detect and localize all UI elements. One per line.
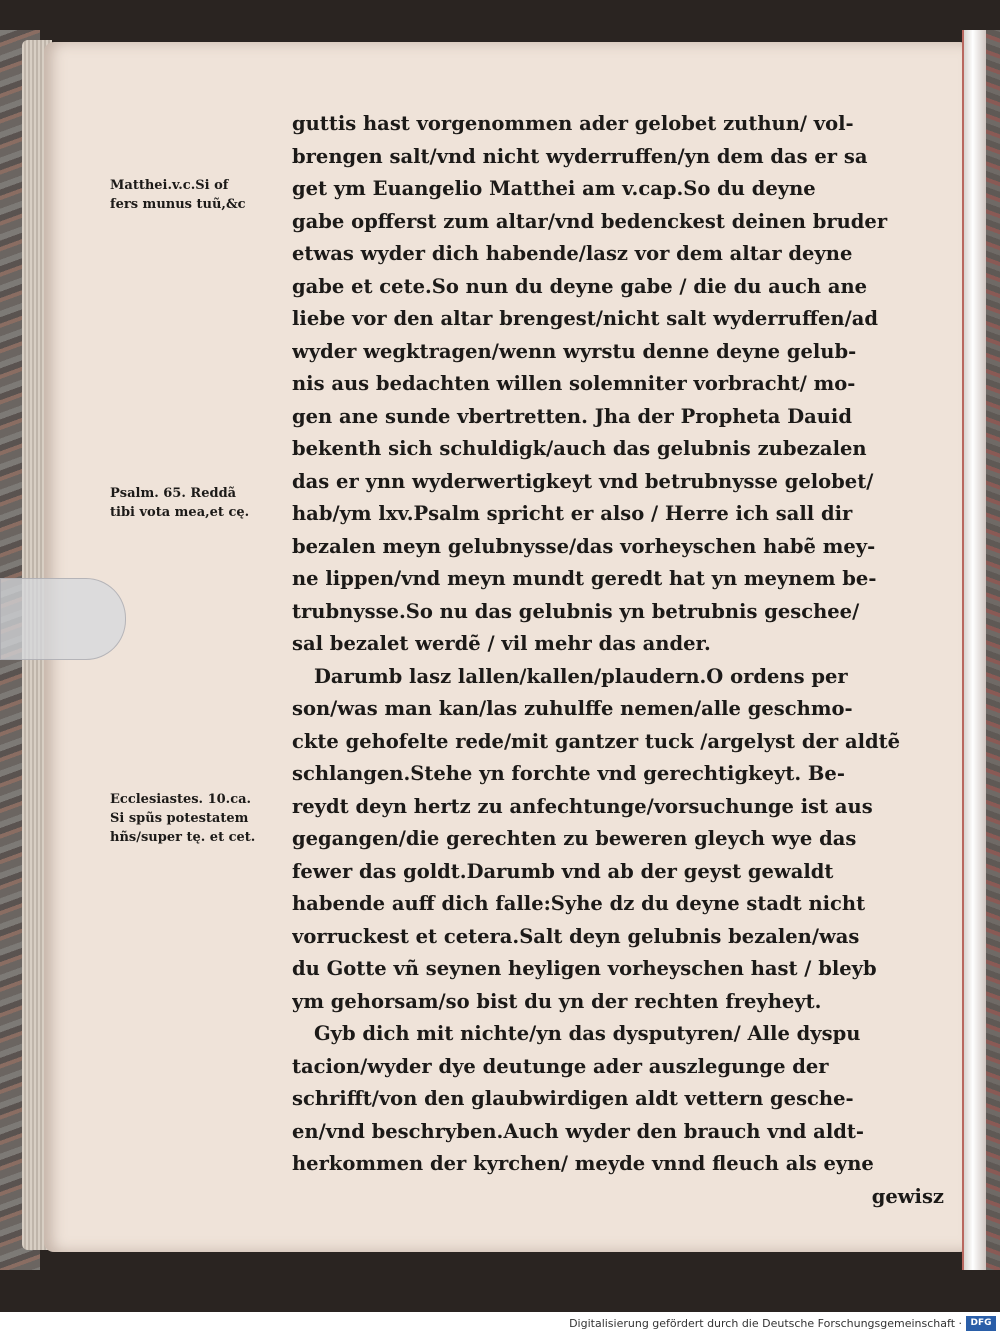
text-line: ne lippen/vnd meyn mundt geredt hat yn meynem be- [292,567,877,590]
body-text [292,108,952,1213]
paragraph-start-line: Darumb lasz lallen/kallen/plaudern.O ordens per [314,664,848,688]
text-line: liebe vor den altar brengest/nicht salt wyderruffen/ad [292,307,878,330]
text-line: wyder wegktragen/wenn wyrstu denne deyne gelub- [292,339,857,363]
text-line: schlangen.Stehe yn forchte vnd gerechtigkeyt. Be- [292,762,845,785]
text-line: guttis hast vorgenommen ader gelobet zuthun/ vol- [292,112,854,135]
text-line: fewer das goldt.Darumb vnd ab der geyst gewaldt [292,859,834,883]
margin-note-line: Matthei.v.c.Si of [110,178,229,193]
text-line: gabe opfferst zum altar/vnd bedenckest deinen bruder [292,209,888,233]
dfg-logo: DFG [966,1316,996,1331]
text-line: son/was man kan/las zuhulffe nemen/alle geschmo- [292,697,853,720]
text-line: herkommen der kyrchen/ meyde vnnd fleuch als eyne [292,1152,874,1175]
margin-note-ecclesiastes [110,790,296,847]
text-line: brengen salt/vnd nicht wyderruffen/yn dem das er sa [292,144,868,168]
margin-note-psalm [110,484,296,522]
digitization-footer [0,1312,1000,1336]
text-line: das er ynn wyderwertigkeyt vnd betrubnysse gelobet/ [292,469,874,493]
paragraph-start-line: Gyb dich mit nichte/yn das dysputyren/ Alle dyspu [314,1022,861,1045]
text-line: nis aus bedachten willen solemniter vorbracht/ mo- [292,372,856,395]
margin-note-line: hñs/super tę. et cet. [110,830,256,845]
bookmark-ribbon [0,578,126,660]
text-line: schrifft/von den glaubwirdigen aldt vettern gesche- [292,1087,854,1110]
text-line: gen ane sunde vbertretten. Jha der Propheta Dauid [292,404,852,428]
text-line: hab/ym lxv.Psalm spricht er also / Herre ich sall dir [292,502,853,525]
text-line: habende auff dich falle:Syhe dz du deyne stadt nicht [292,892,866,915]
text-line: bekenth sich schuldigk/auch das gelubnis zubezalen [292,437,867,460]
text-line: etwas wyder dich habende/lasz vor dem altar deyne [292,242,853,265]
text-line: ym gehorsam/so bist du yn der rechten freyheyt. [292,989,822,1013]
catchword: gewisz [871,1184,944,1208]
text-line: gabe et cete.So nun du deyne gabe / die du auch ane [292,274,868,298]
text-line: bezalen meyn gelubnysse/das vorheyschen habẽ mey- [292,534,876,558]
text-line: gegangen/die gerechten zu beweren gleych wye das [292,827,857,850]
binding-strip [962,30,986,1270]
margin-note-line: fers munus tuũ,&c [110,197,246,212]
margin-note-line: Si spũs potestatem [110,811,249,826]
text-line: tacion/wyder dye deutunge ader auszlegunge der [292,1054,829,1078]
text-line: vorruckest et cetera.Salt deyn gelubnis bezalen/was [292,924,860,948]
margin-note-line: Psalm. 65. Reddã [110,486,237,501]
text-line: du Gotte vñ seynen heyligen vorheyschen hast / bleyb [292,957,877,980]
text-line: get ym Euangelio Matthei am v.cap.So du deyne [292,177,816,200]
text-line: reydt deyn hertz zu anfechtunge/vorsuchunge ist aus [292,794,873,818]
text-line: ckte gehofelte rede/mit gantzer tuck /argelyst der aldtẽ [292,729,901,753]
text-line: sal bezalet werdẽ / vil mehr das ander. [292,632,711,655]
margin-note-line: Ecclesiastes. 10.ca. [110,792,252,807]
funding-credit: Digitalisierung gefördert durch die Deutsche Forschungsgemeinschaft · [569,1317,962,1330]
margin-note-line: tibi vota mea,et cę. [110,505,250,520]
text-line: trubnysse.So nu das gelubnis yn betrubnis geschee/ [292,599,860,623]
text-line: en/vnd beschryben.Auch wyder den brauch vnd aldt- [292,1119,864,1143]
margin-note-matthew [110,176,296,214]
